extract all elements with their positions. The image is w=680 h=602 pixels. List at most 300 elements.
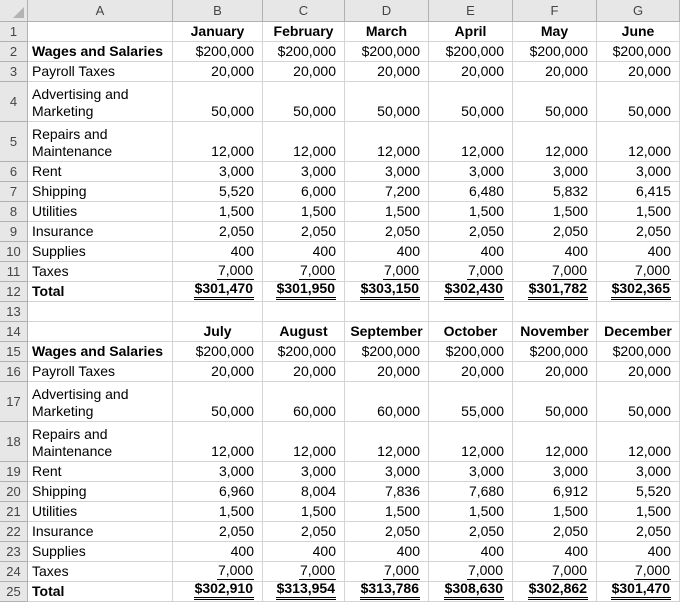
- cell-G18[interactable]: [597, 422, 680, 462]
- cell-D25[interactable]: [345, 582, 429, 602]
- cell-C5[interactable]: [263, 122, 345, 162]
- cell-B17[interactable]: [173, 382, 263, 422]
- cell-D6[interactable]: [345, 162, 429, 182]
- cell-value: 12,000: [461, 442, 504, 459]
- cell-value: 1,500: [635, 502, 671, 519]
- cell-A13[interactable]: [28, 302, 173, 322]
- cell-value: $313,954: [276, 582, 336, 600]
- cell-A2[interactable]: Wages and Salaries: [28, 42, 173, 62]
- cell-F18[interactable]: [513, 422, 597, 462]
- cell-A3[interactable]: Payroll Taxes: [28, 62, 173, 82]
- cell-value: April: [454, 22, 487, 39]
- cell-value: 2,050: [635, 222, 671, 239]
- cell-value: 2,050: [218, 522, 254, 539]
- cell-C1[interactable]: [263, 22, 345, 42]
- row-header-19[interactable]: 19: [0, 462, 28, 482]
- cell-G13[interactable]: [597, 302, 680, 322]
- sheet-row-22: [0, 522, 680, 542]
- row-header-15[interactable]: 15: [0, 342, 28, 362]
- cell-B25[interactable]: [173, 582, 263, 602]
- cell-E7[interactable]: [429, 182, 513, 202]
- cell-F16[interactable]: [513, 362, 597, 382]
- cell-D5[interactable]: [345, 122, 429, 162]
- row-header-13[interactable]: 13: [0, 302, 28, 322]
- cell-G5[interactable]: [597, 122, 680, 162]
- cell-value: 400: [396, 242, 420, 259]
- cell-C6[interactable]: [263, 162, 345, 182]
- row-header-9[interactable]: 9: [0, 222, 28, 242]
- sheet-row-14: [0, 322, 680, 342]
- cell-value: 12,000: [545, 442, 588, 459]
- cell-value: 50,000: [377, 102, 420, 119]
- cell-value: 12,000: [545, 142, 588, 159]
- sheet-row-16: [0, 362, 680, 382]
- cell-D3[interactable]: [345, 62, 429, 82]
- cell-B18[interactable]: [173, 422, 263, 462]
- cell-C25[interactable]: [263, 582, 345, 602]
- cell-value: November: [520, 322, 589, 339]
- cell-value: 1,500: [552, 502, 588, 519]
- cell-value: 55,000: [461, 402, 504, 419]
- cell-B8[interactable]: [173, 202, 263, 222]
- cell-G3[interactable]: [597, 62, 680, 82]
- cell-D21[interactable]: [345, 502, 429, 522]
- row-header-10[interactable]: 10: [0, 242, 28, 262]
- col-header-D[interactable]: D: [345, 0, 429, 22]
- row-header-4[interactable]: 4: [0, 82, 28, 122]
- cell-E3[interactable]: [429, 62, 513, 82]
- cell-G9[interactable]: [597, 222, 680, 242]
- col-header-F[interactable]: F: [513, 0, 597, 22]
- cell-value: $200,000: [529, 342, 588, 359]
- cell-A10[interactable]: Supplies: [28, 242, 173, 262]
- cell-G10[interactable]: [597, 242, 680, 262]
- cell-E5[interactable]: [429, 122, 513, 162]
- cell-value: 20,000: [461, 62, 504, 79]
- cell-E4[interactable]: [429, 82, 513, 122]
- cell-B9[interactable]: [173, 222, 263, 242]
- cell-C9[interactable]: [263, 222, 345, 242]
- cell-value: 1,500: [218, 202, 254, 219]
- cell-F6[interactable]: [513, 162, 597, 182]
- cell-A23[interactable]: Supplies: [28, 542, 173, 562]
- cell-G7[interactable]: [597, 182, 680, 202]
- sheet-row-1: [0, 22, 680, 42]
- sheet-row-8: [0, 202, 680, 222]
- cell-B22[interactable]: [173, 522, 263, 542]
- cell-value: 7,000: [299, 262, 336, 280]
- cell-value: 8,004: [300, 482, 336, 499]
- cell-C13[interactable]: [263, 302, 345, 322]
- cell-D14[interactable]: [345, 322, 429, 342]
- cell-B15[interactable]: [173, 342, 263, 362]
- cell-D20[interactable]: [345, 482, 429, 502]
- cell-F13[interactable]: [513, 302, 597, 322]
- cell-value: 7,000: [467, 562, 504, 580]
- cell-value: 2,050: [552, 222, 588, 239]
- cell-B20[interactable]: [173, 482, 263, 502]
- row-header-12[interactable]: 12: [0, 282, 28, 302]
- cell-A5[interactable]: Repairs and Maintenance: [28, 122, 173, 162]
- cell-value: 2,050: [384, 522, 420, 539]
- cell-C23[interactable]: [263, 542, 345, 562]
- cell-A18[interactable]: Repairs and Maintenance: [28, 422, 173, 462]
- cell-value: 2,050: [218, 222, 254, 239]
- cell-F15[interactable]: [513, 342, 597, 362]
- cell-A22[interactable]: Insurance: [28, 522, 173, 542]
- cell-A19[interactable]: Rent: [28, 462, 173, 482]
- cell-value: 400: [230, 542, 254, 559]
- cell-value: 50,000: [545, 102, 588, 119]
- cell-G24[interactable]: [597, 562, 680, 582]
- cell-value: $303,150: [360, 282, 420, 300]
- cell-value: 12,000: [293, 442, 336, 459]
- cell-D17[interactable]: [345, 382, 429, 422]
- cell-G14[interactable]: [597, 322, 680, 342]
- cell-A16[interactable]: Payroll Taxes: [28, 362, 173, 382]
- cell-B21[interactable]: [173, 502, 263, 522]
- cell-B11[interactable]: [173, 262, 263, 282]
- cell-A11[interactable]: Taxes: [28, 262, 173, 282]
- cell-value: August: [279, 322, 328, 339]
- select-all-triangle-icon: [13, 7, 24, 18]
- cell-G6[interactable]: [597, 162, 680, 182]
- cell-value: 7,000: [217, 262, 254, 280]
- cell-A20[interactable]: Shipping: [28, 482, 173, 502]
- row-header-5[interactable]: 5: [0, 122, 28, 162]
- row-header-3[interactable]: 3: [0, 62, 28, 82]
- cell-C16[interactable]: [263, 362, 345, 382]
- cell-value: 400: [564, 242, 588, 259]
- cell-B7[interactable]: [173, 182, 263, 202]
- cell-B3[interactable]: [173, 62, 263, 82]
- cell-G22[interactable]: [597, 522, 680, 542]
- cell-value: January: [190, 22, 245, 39]
- cell-value: 50,000: [461, 102, 504, 119]
- cell-D11[interactable]: [345, 262, 429, 282]
- cell-F5[interactable]: [513, 122, 597, 162]
- cell-A12[interactable]: Total: [28, 282, 173, 302]
- cell-E1[interactable]: [429, 22, 513, 42]
- cell-B2[interactable]: [173, 42, 263, 62]
- cell-E2[interactable]: [429, 42, 513, 62]
- row-header-20[interactable]: 20: [0, 482, 28, 502]
- cell-D23[interactable]: [345, 542, 429, 562]
- cell-C14[interactable]: [263, 322, 345, 342]
- cell-E24[interactable]: [429, 562, 513, 582]
- cell-value: 5,520: [218, 182, 254, 199]
- row-header-6[interactable]: 6: [0, 162, 28, 182]
- row-header-18[interactable]: 18: [0, 422, 28, 462]
- cell-B24[interactable]: [173, 562, 263, 582]
- cell-C12[interactable]: [263, 282, 345, 302]
- cell-D1[interactable]: [345, 22, 429, 42]
- cell-E25[interactable]: [429, 582, 513, 602]
- cell-F1[interactable]: [513, 22, 597, 42]
- cell-C2[interactable]: [263, 42, 345, 62]
- cell-D8[interactable]: [345, 202, 429, 222]
- cell-C11[interactable]: [263, 262, 345, 282]
- col-header-C[interactable]: C: [263, 0, 345, 22]
- cell-value: 3,000: [384, 462, 420, 479]
- cell-value: 3,000: [218, 162, 254, 179]
- cell-F25[interactable]: [513, 582, 597, 602]
- cell-value: 7,200: [384, 182, 420, 199]
- cell-value: June: [621, 22, 655, 39]
- cell-D2[interactable]: [345, 42, 429, 62]
- cell-A24[interactable]: Taxes: [28, 562, 173, 582]
- cell-A8[interactable]: Utilities: [28, 202, 173, 222]
- cell-F22[interactable]: [513, 522, 597, 542]
- cell-B6[interactable]: [173, 162, 263, 182]
- cell-F11[interactable]: [513, 262, 597, 282]
- cell-D10[interactable]: [345, 242, 429, 262]
- cell-value: 400: [647, 542, 671, 559]
- cell-value: 7,000: [467, 262, 504, 280]
- cell-B10[interactable]: [173, 242, 263, 262]
- cell-C19[interactable]: [263, 462, 345, 482]
- cell-value: 50,000: [628, 102, 671, 119]
- cell-value: 3,000: [384, 162, 420, 179]
- cell-value: 50,000: [211, 102, 254, 119]
- cell-C21[interactable]: [263, 502, 345, 522]
- cell-value: 3,000: [552, 162, 588, 179]
- cell-G20[interactable]: [597, 482, 680, 502]
- cell-G21[interactable]: [597, 502, 680, 522]
- cell-value: September: [350, 322, 423, 339]
- cell-F2[interactable]: [513, 42, 597, 62]
- cell-B12[interactable]: [173, 282, 263, 302]
- row-header-1[interactable]: 1: [0, 22, 28, 42]
- cell-A17[interactable]: Advertising and Marketing: [28, 382, 173, 422]
- cell-E14[interactable]: [429, 322, 513, 342]
- cell-value: 7,836: [384, 482, 420, 499]
- row-header-22[interactable]: 22: [0, 522, 28, 542]
- sheet-row-21: [0, 502, 680, 522]
- cell-value: $302,862: [528, 582, 588, 600]
- cell-F21[interactable]: [513, 502, 597, 522]
- cell-value: 1,500: [300, 502, 336, 519]
- cell-E19[interactable]: [429, 462, 513, 482]
- cell-D19[interactable]: [345, 462, 429, 482]
- cell-value: $200,000: [195, 342, 254, 359]
- cell-value: $200,000: [529, 42, 588, 59]
- cell-value: 1,500: [384, 502, 420, 519]
- cell-F14[interactable]: [513, 322, 597, 342]
- cell-G25[interactable]: [597, 582, 680, 602]
- cell-F24[interactable]: [513, 562, 597, 582]
- cell-F4[interactable]: [513, 82, 597, 122]
- cell-value: 1,500: [218, 502, 254, 519]
- cell-A14[interactable]: [28, 322, 173, 342]
- cell-G1[interactable]: [597, 22, 680, 42]
- cell-value: 20,000: [293, 62, 336, 79]
- cell-value: $200,000: [445, 342, 504, 359]
- cell-G8[interactable]: [597, 202, 680, 222]
- cell-value: 12,000: [628, 142, 671, 159]
- cell-value: 60,000: [377, 402, 420, 419]
- cell-value: 2,050: [300, 222, 336, 239]
- row-header-17[interactable]: 17: [0, 382, 28, 422]
- cell-A21[interactable]: Utilities: [28, 502, 173, 522]
- cell-C20[interactable]: [263, 482, 345, 502]
- cell-E23[interactable]: [429, 542, 513, 562]
- cell-value: $302,910: [194, 582, 254, 600]
- cell-E17[interactable]: [429, 382, 513, 422]
- sheet-row-12: [0, 282, 680, 302]
- cell-value: 1,500: [300, 202, 336, 219]
- cell-C7[interactable]: [263, 182, 345, 202]
- cell-value: 400: [480, 242, 504, 259]
- cell-D16[interactable]: [345, 362, 429, 382]
- col-header-G[interactable]: G: [597, 0, 680, 22]
- cell-value: 20,000: [293, 362, 336, 379]
- cell-value: 7,000: [551, 262, 588, 280]
- cell-E9[interactable]: [429, 222, 513, 242]
- cell-B16[interactable]: [173, 362, 263, 382]
- cell-D24[interactable]: [345, 562, 429, 582]
- row-header-24[interactable]: 24: [0, 562, 28, 582]
- cell-B13[interactable]: [173, 302, 263, 322]
- cell-F7[interactable]: [513, 182, 597, 202]
- cell-value: 20,000: [211, 362, 254, 379]
- cell-value: 20,000: [628, 362, 671, 379]
- col-header-B[interactable]: B: [173, 0, 263, 22]
- cell-value: May: [540, 22, 569, 39]
- cell-G11[interactable]: [597, 262, 680, 282]
- cell-D13[interactable]: [345, 302, 429, 322]
- cell-G15[interactable]: [597, 342, 680, 362]
- cell-B19[interactable]: [173, 462, 263, 482]
- cell-D7[interactable]: [345, 182, 429, 202]
- cell-B5[interactable]: [173, 122, 263, 162]
- cell-B4[interactable]: [173, 82, 263, 122]
- cell-G19[interactable]: [597, 462, 680, 482]
- cell-A6[interactable]: Rent: [28, 162, 173, 182]
- cell-value: $301,950: [276, 282, 336, 300]
- cell-D15[interactable]: [345, 342, 429, 362]
- sheet-row-25: [0, 582, 680, 602]
- cell-G4[interactable]: [597, 82, 680, 122]
- cell-E13[interactable]: [429, 302, 513, 322]
- cell-A4[interactable]: Advertising and Marketing: [28, 82, 173, 122]
- cell-value: 7,000: [217, 562, 254, 580]
- cell-C3[interactable]: [263, 62, 345, 82]
- cell-G16[interactable]: [597, 362, 680, 382]
- cell-A25[interactable]: Total: [28, 582, 173, 602]
- cell-E21[interactable]: [429, 502, 513, 522]
- cell-value: 50,000: [628, 402, 671, 419]
- cell-G2[interactable]: [597, 42, 680, 62]
- select-all-corner[interactable]: [0, 0, 28, 22]
- row-header-14[interactable]: 14: [0, 322, 28, 342]
- cell-B1[interactable]: [173, 22, 263, 42]
- cell-value: 12,000: [211, 442, 254, 459]
- sheet-row-20: [0, 482, 680, 502]
- cell-C24[interactable]: [263, 562, 345, 582]
- cell-D22[interactable]: [345, 522, 429, 542]
- cell-C17[interactable]: [263, 382, 345, 422]
- sheet-row-5: [0, 122, 680, 162]
- cell-value: $313,786: [360, 582, 420, 600]
- cell-F17[interactable]: [513, 382, 597, 422]
- row-header-16[interactable]: 16: [0, 362, 28, 382]
- cell-F12[interactable]: [513, 282, 597, 302]
- cell-D9[interactable]: [345, 222, 429, 242]
- row-header-21[interactable]: 21: [0, 502, 28, 522]
- cell-G17[interactable]: [597, 382, 680, 422]
- cell-F8[interactable]: [513, 202, 597, 222]
- cell-C15[interactable]: [263, 342, 345, 362]
- cell-value: 2,050: [635, 522, 671, 539]
- cell-F20[interactable]: [513, 482, 597, 502]
- col-header-A[interactable]: A: [28, 0, 173, 22]
- cell-value: $200,000: [612, 342, 671, 359]
- cell-C4[interactable]: [263, 82, 345, 122]
- cell-F3[interactable]: [513, 62, 597, 82]
- cell-D12[interactable]: [345, 282, 429, 302]
- cell-value: $200,000: [361, 342, 420, 359]
- cell-value: 3,000: [300, 462, 336, 479]
- cell-F10[interactable]: [513, 242, 597, 262]
- cell-F9[interactable]: [513, 222, 597, 242]
- cell-value: 20,000: [211, 62, 254, 79]
- cell-G12[interactable]: [597, 282, 680, 302]
- cell-E20[interactable]: [429, 482, 513, 502]
- row-header-11[interactable]: 11: [0, 262, 28, 282]
- cell-value: 6,960: [218, 482, 254, 499]
- cell-E22[interactable]: [429, 522, 513, 542]
- row-header-2[interactable]: 2: [0, 42, 28, 62]
- cell-value: 12,000: [377, 442, 420, 459]
- row-header-8[interactable]: 8: [0, 202, 28, 222]
- cell-A9[interactable]: Insurance: [28, 222, 173, 242]
- cell-E12[interactable]: [429, 282, 513, 302]
- cell-E10[interactable]: [429, 242, 513, 262]
- cell-E16[interactable]: [429, 362, 513, 382]
- sheet-row-7: [0, 182, 680, 202]
- cell-C22[interactable]: [263, 522, 345, 542]
- cell-E6[interactable]: [429, 162, 513, 182]
- cell-C10[interactable]: [263, 242, 345, 262]
- cell-D4[interactable]: [345, 82, 429, 122]
- cell-E18[interactable]: [429, 422, 513, 462]
- row-header-23[interactable]: 23: [0, 542, 28, 562]
- cell-C8[interactable]: [263, 202, 345, 222]
- row-header-25[interactable]: 25: [0, 582, 28, 602]
- cell-value: $200,000: [445, 42, 504, 59]
- cell-B23[interactable]: [173, 542, 263, 562]
- cell-B14[interactable]: [173, 322, 263, 342]
- cell-A1[interactable]: [28, 22, 173, 42]
- cell-value: 400: [312, 242, 336, 259]
- cell-E15[interactable]: [429, 342, 513, 362]
- col-header-E[interactable]: E: [429, 0, 513, 22]
- row-header-7[interactable]: 7: [0, 182, 28, 202]
- cell-E8[interactable]: [429, 202, 513, 222]
- cell-F19[interactable]: [513, 462, 597, 482]
- cell-value: 1,500: [552, 202, 588, 219]
- cell-value: 7,000: [383, 562, 420, 580]
- cell-A15[interactable]: Wages and Salaries: [28, 342, 173, 362]
- cell-E11[interactable]: [429, 262, 513, 282]
- cell-C18[interactable]: [263, 422, 345, 462]
- cell-A7[interactable]: Shipping: [28, 182, 173, 202]
- cell-G23[interactable]: [597, 542, 680, 562]
- cell-F23[interactable]: [513, 542, 597, 562]
- cell-D18[interactable]: [345, 422, 429, 462]
- cell-value: 2,050: [300, 522, 336, 539]
